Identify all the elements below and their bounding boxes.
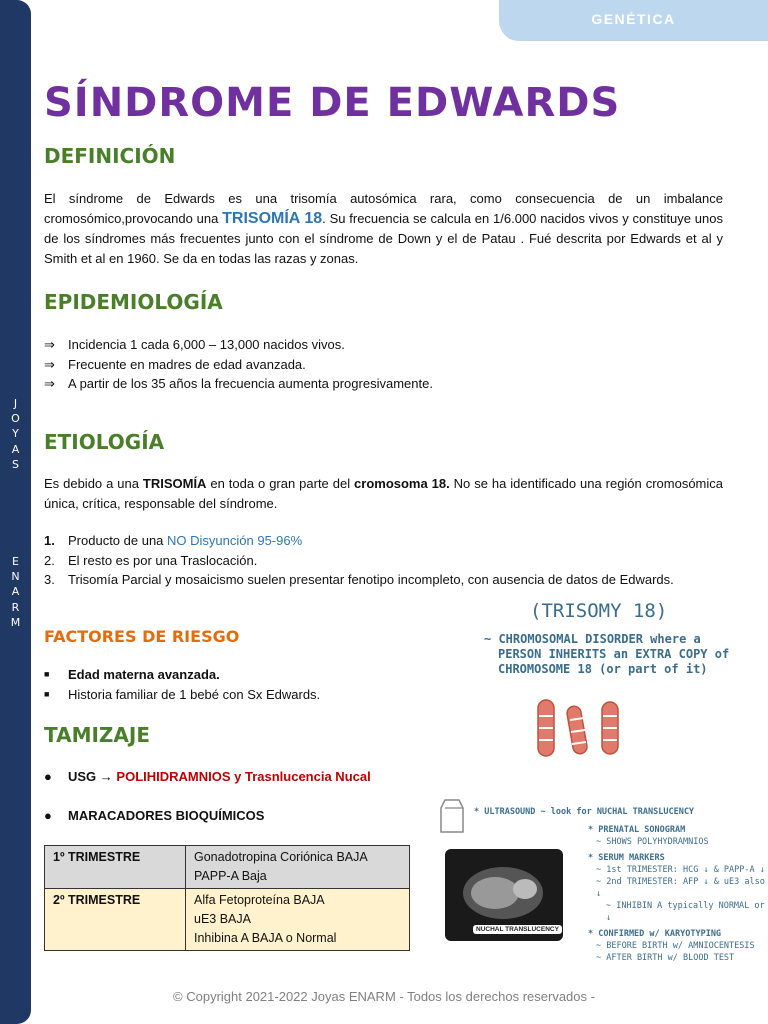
sidebar <box>0 0 31 1024</box>
bullet-icon: ● <box>44 808 52 823</box>
heading-tamizaje: TAMIZAJE <box>44 723 150 747</box>
table-row: 1º TRIMESTRE Gonadotropina Coriónica BAJA PAPP-A Baja <box>45 846 410 889</box>
list-item: ■ Edad materna avanzada. <box>44 665 320 685</box>
list-item: 2. El resto es por una Traslocación. <box>44 552 258 568</box>
page-title: SÍNDROME DE EDWARDS <box>44 80 621 126</box>
ultrasound-label: NUCHAL TRANSLUCENCY <box>473 925 562 934</box>
square-bullet-icon: ■ <box>44 688 50 699</box>
tamizaje-usg <box>44 767 371 787</box>
footer-copyright: © Copyright 2021-2022 Joyas ENARM - Todos los derechos reservados - <box>173 989 595 1004</box>
tamizaje-markers <box>44 806 264 826</box>
heading-epidemiologia: EPIDEMIOLOGÍA <box>44 290 223 314</box>
list-item: ● USG → POLIHIDRAMNIOS y Trasnlucencia Nucal <box>44 767 371 787</box>
sidebar-word-enarm: E N A R M <box>10 555 21 629</box>
epidemiologia-list <box>44 335 433 394</box>
factores-list <box>44 665 320 704</box>
illustration-description: ~ CHROMOSOMAL DISORDER where a PERSON INHERITS an EXTRA COPY of CHROMOSOME 18 (or part of it) <box>484 632 730 676</box>
heading-etiologia: ETIOLOGÍA <box>44 430 165 454</box>
list-item: 3. Trisomía Parcial y mosaicismo suelen presentar fenotipo incompleto, con ausencia de datos de Edwards. <box>44 572 674 587</box>
chromosomes-icon <box>530 696 630 760</box>
illustration-notes: * ULTRASOUND ~ look for NUCHAL TRANSLUCENCY * PRENATAL SONOGRAM ~ SHOWS POLYHYDRAMNIOS * SERUM MARKERS ~ 1st TRIMESTER: HCG ↓ & PAPP-A ↓ ~ 2nd TRIMESTER: AFP ↓ & uE3 also ↓ ~ INHIBIN A typically NORMAL or ↓ * CONFIRMED w/ KARYOTYPING ~ BEFORE BIRTH w/ AMNIOCENTESIS ~ AFTER BIRTH w/ BLOOD TEST <box>474 807 765 963</box>
definicion-paragraph: El síndrome de Edwards es una trisomía autosómica rara, como consecuencia de un imbalance cromosómico,provocando una TRISOMÍA 18. Su frecuencia se calcula en 1/6.000 nacidos vivos y constituye unos de los síndromes más frecuentes junto con el síndrome de Down y el de Patau . Fué descrita por Edwards et al y Smith et al en 1960. Se da en todas las razas y zonas. <box>44 191 723 266</box>
category-label: GENÉTICA <box>591 11 676 27</box>
etiologia-paragraph: Es debido a una TRISOMÍA en toda o gran parte del cromosoma 18. No se ha identificado una región cromosómica única, crítica, responsable del síndrome. <box>44 476 724 511</box>
square-bullet-icon: ■ <box>44 669 50 679</box>
implies-arrow-icon: ⇒ <box>44 337 55 352</box>
table-row: 2º TRIMESTRE Alfa Fetoproteína BAJA uE3 BAJA Inhibina A BAJA o Normal <box>45 889 410 951</box>
trisomia-highlight: TRISOMÍA 18 <box>222 210 323 227</box>
category-tab <box>499 0 768 41</box>
illustration-title: (TRISOMY 18) <box>530 600 668 622</box>
ultrasound-probe-icon <box>437 796 467 836</box>
list-item: ● MARACADORES BIOQUÍMICOS <box>44 806 264 826</box>
disyuncion-highlight: NO Disyunción 95-96% <box>167 533 303 548</box>
list-item: 1. Producto de una NO Disyunción 95-96% <box>44 533 303 548</box>
arrow-right-icon: → <box>99 769 113 784</box>
implies-arrow-icon: ⇒ <box>44 376 55 391</box>
heading-factores: FACTORES DE RIESGO <box>44 627 240 646</box>
etiologia-list <box>44 531 674 590</box>
markers-table <box>44 845 410 951</box>
bullet-icon: ● <box>44 769 52 784</box>
list-item: ■ Historia familiar de 1 bebé con Sx Edwards. <box>44 685 320 705</box>
list-item: ⇒ Frecuente en madres de edad avanzada. <box>44 355 433 375</box>
list-item: ⇒ Incidencia 1 cada 6,000 – 13,000 nacidos vivos. <box>44 335 433 355</box>
implies-arrow-icon: ⇒ <box>44 356 55 372</box>
heading-definicion: DEFINICIÓN <box>44 144 176 168</box>
list-item: ⇒ A partir de los 35 años la frecuencia aumenta progresivamente. <box>44 374 433 394</box>
sidebar-word-joyas: J O Y A S <box>11 397 20 471</box>
